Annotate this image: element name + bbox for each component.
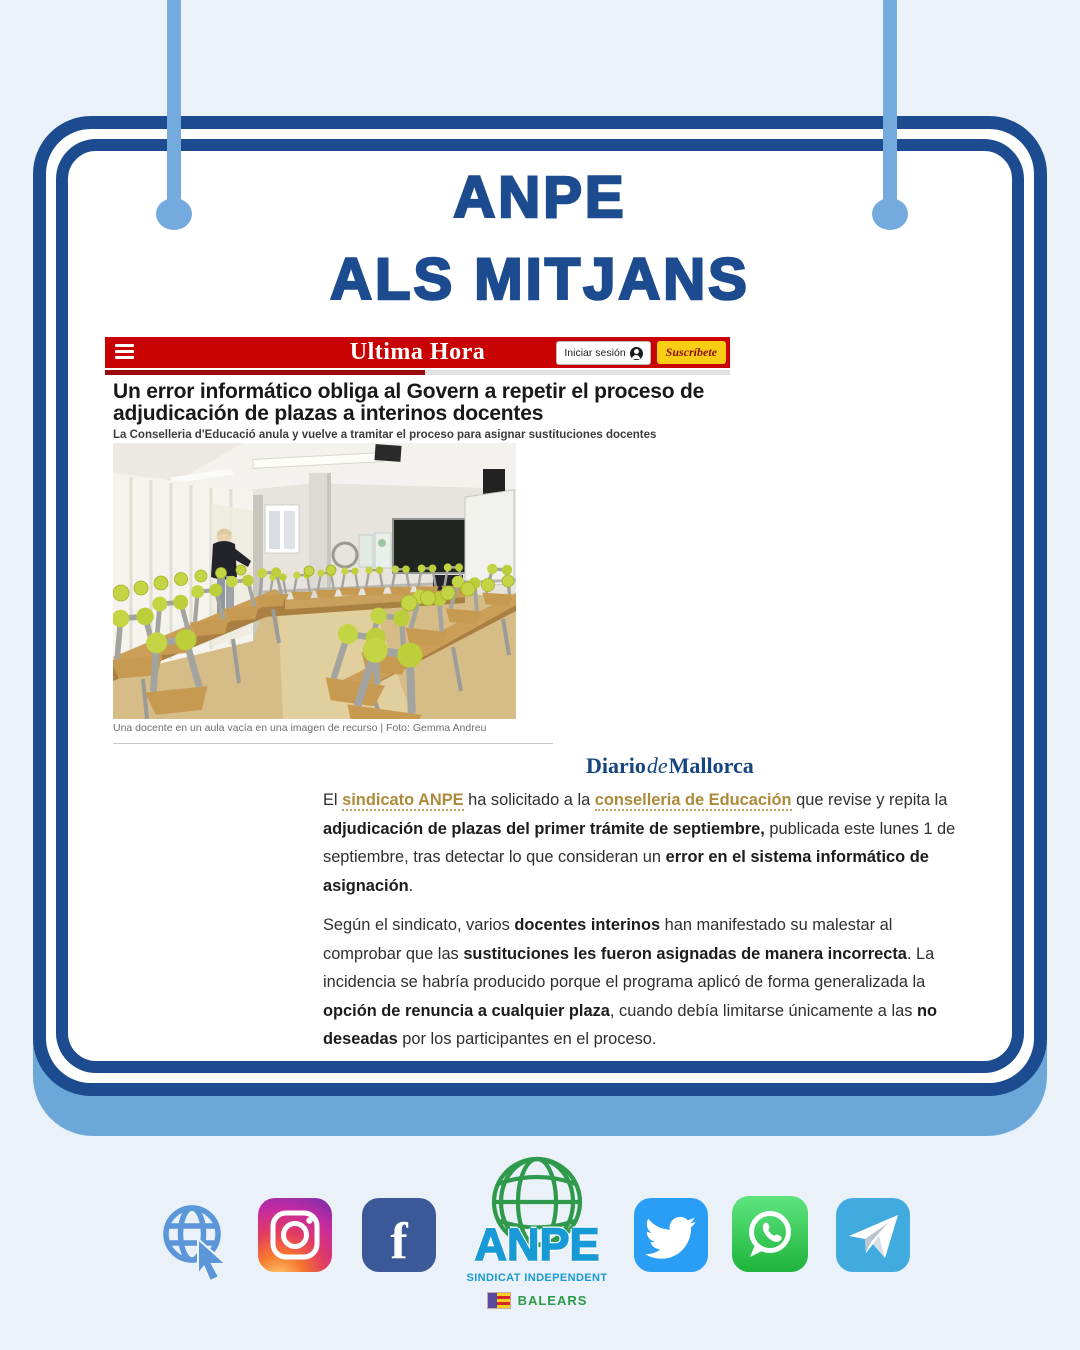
anpe-logo-region: BALEARS bbox=[517, 1293, 588, 1308]
news-screenshot bbox=[105, 337, 730, 734]
hamburger-menu-icon[interactable] bbox=[115, 344, 134, 359]
text-segment: . bbox=[408, 876, 414, 895]
text-segment: Según el sindicato, varios bbox=[323, 916, 515, 935]
text-segment: sustituciones les fueron asignadas de manera incorrecta bbox=[463, 944, 907, 963]
text-segment: no deseadas bbox=[323, 1001, 937, 1049]
instagram-icon[interactable] bbox=[258, 1198, 332, 1272]
user-icon bbox=[630, 347, 643, 360]
hanging-string-left bbox=[167, 0, 181, 212]
text-segment: por los participantes en el proceso. bbox=[397, 1030, 657, 1049]
article-photo-classroom bbox=[113, 443, 516, 719]
hanging-string-right bbox=[883, 0, 897, 212]
article-paragraph-2 bbox=[323, 911, 959, 1054]
anpe-sindicat-logo bbox=[452, 1156, 622, 1309]
text-segment: , cuando debía limitarse únicamente a las bbox=[609, 1001, 917, 1020]
twitter-icon[interactable] bbox=[634, 1198, 708, 1272]
news-header-bar bbox=[105, 337, 730, 368]
photo-caption: Una docente en un aula vacía en una imagen de recurso | Foto: Gemma Andreu bbox=[113, 722, 487, 734]
text-segment: ha solicitado a la bbox=[463, 791, 595, 809]
text-segment: publicada este lunes 1 de septiembre, tras detectar lo que consideran un bbox=[323, 819, 956, 867]
divider-line bbox=[113, 743, 553, 744]
facebook-icon[interactable] bbox=[362, 1198, 436, 1272]
text-segment: opción de renuncia a cualquier plaza bbox=[323, 1001, 610, 1020]
diario-part3: Mallorca bbox=[668, 753, 754, 778]
ultima-hora-masthead: Ultima Hora bbox=[349, 339, 486, 365]
article-headline: Un error informático obliga al Govern a repetir el proceso de adjudicación de plazas a interinos docentes bbox=[113, 380, 705, 426]
telegram-icon[interactable] bbox=[836, 1198, 910, 1272]
text-segment: . La incidencia se habría producido porque el programa aplicó de forma generalizada la bbox=[323, 944, 935, 992]
text-segment: El bbox=[323, 791, 343, 809]
anpe-logo-tagline: SINDICAT INDEPENDENT bbox=[466, 1272, 608, 1284]
scroll-progress-bar bbox=[105, 370, 730, 375]
text-segment: adjudicación de plazas del primer trámite de septiembre, bbox=[323, 819, 765, 838]
text-segment: han manifestado su malestar al comprobar que las bbox=[323, 916, 893, 963]
string-ball-right bbox=[872, 198, 908, 230]
article-paragraph-1 bbox=[323, 786, 959, 900]
text-segment: docentes interinos bbox=[514, 916, 661, 935]
page-subtitle: ALS MITJANS bbox=[330, 247, 750, 312]
article-link[interactable]: conselleria de Educación bbox=[594, 791, 792, 809]
diario-de-mallorca-logo bbox=[586, 753, 754, 779]
text-segment: que revise y repita la bbox=[791, 791, 948, 809]
diario-part1: Diario bbox=[586, 753, 646, 778]
anpe-logo-name: ANPE bbox=[474, 1219, 600, 1270]
facebook-f-glyph: f bbox=[390, 1213, 408, 1270]
subscribe-button[interactable]: Suscríbete bbox=[657, 341, 726, 364]
login-button[interactable] bbox=[556, 341, 650, 365]
text-segment: error en el sistema informático de asignación bbox=[323, 848, 929, 895]
article-link[interactable]: sindicato ANPE bbox=[342, 791, 464, 809]
string-ball-left bbox=[156, 198, 192, 230]
login-label: Iniciar sesión bbox=[564, 347, 626, 359]
whatsapp-icon[interactable] bbox=[732, 1196, 808, 1272]
page-title: ANPE bbox=[453, 165, 627, 230]
balears-flag-icon bbox=[487, 1292, 511, 1309]
website-globe-icon[interactable] bbox=[158, 1202, 238, 1282]
scroll-progress-fill bbox=[105, 370, 425, 375]
article-body bbox=[323, 786, 959, 1065]
diario-part2: de bbox=[646, 753, 668, 778]
article-subheadline: La Conselleria d'Educació anula y vuelve a tramitar el proceso para asignar sustituciones docentes bbox=[113, 429, 657, 441]
